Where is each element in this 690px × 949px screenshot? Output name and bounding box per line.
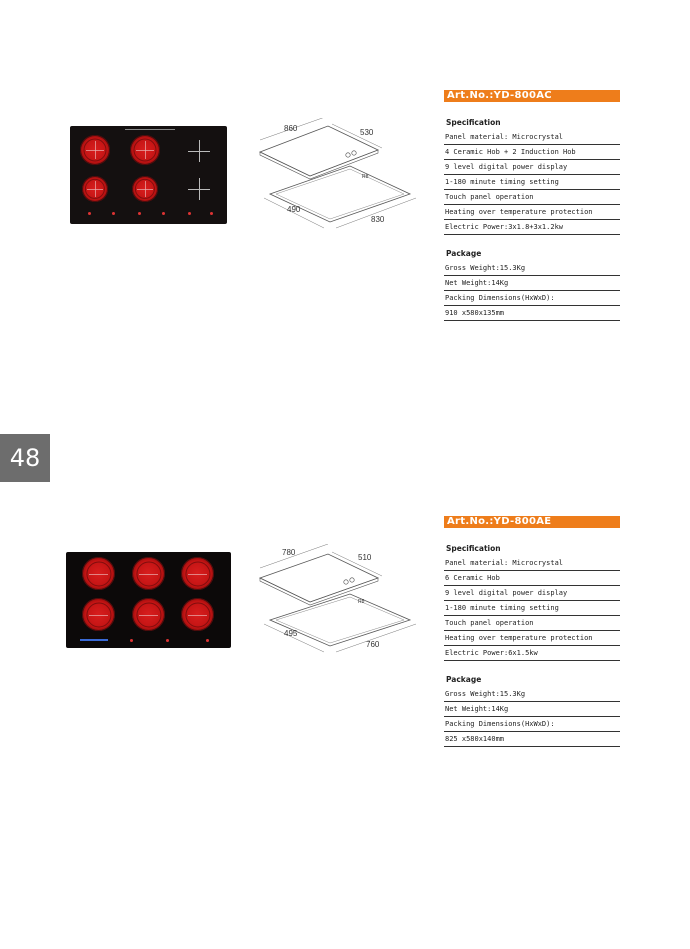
article-number: Art.No.:YD-800AC bbox=[444, 90, 620, 102]
dim-top-depth: 510 bbox=[358, 553, 372, 562]
spec-row: 1-180 minute timing setting bbox=[444, 601, 620, 616]
ceramic-burner bbox=[80, 135, 110, 165]
spec-panel-yd800ae bbox=[444, 516, 620, 747]
dim-corner: R8 bbox=[362, 174, 369, 180]
spec-panel-yd800ac bbox=[444, 90, 620, 321]
package-row: Gross Weight:15.3Kg bbox=[444, 687, 620, 702]
package-row: 910 x580x135mm bbox=[444, 306, 620, 321]
package-row: Net Weight:14Kg bbox=[444, 276, 620, 291]
control-indicator bbox=[210, 212, 213, 215]
ceramic-burner bbox=[82, 557, 115, 590]
package-heading: Package bbox=[446, 249, 482, 258]
dim-top-width: 780 bbox=[282, 548, 296, 557]
induction-zone-marker bbox=[188, 140, 210, 162]
control-indicator bbox=[88, 212, 91, 215]
induction-zone-marker bbox=[188, 178, 210, 200]
specification-heading: Specification bbox=[446, 118, 501, 127]
dim-top-width: 860 bbox=[284, 124, 298, 133]
spec-row: 6 Ceramic Hob bbox=[444, 571, 620, 586]
dim-cut-width: 760 bbox=[366, 640, 380, 649]
package-row: Packing Dimensions(HxWxD): bbox=[444, 717, 620, 732]
ceramic-burner bbox=[181, 598, 214, 631]
package-row: Packing Dimensions(HxWxD): bbox=[444, 291, 620, 306]
control-strip bbox=[125, 129, 175, 130]
spec-row: Panel material: Microcrystal bbox=[444, 130, 620, 145]
spec-row: 4 Ceramic Hob + 2 Induction Hob bbox=[444, 145, 620, 160]
hob-photo-yd800ae bbox=[66, 552, 231, 648]
package-row: Net Weight:14Kg bbox=[444, 702, 620, 717]
page-number-tab: 48 bbox=[0, 434, 50, 482]
control-indicator bbox=[138, 212, 141, 215]
ceramic-burner bbox=[82, 176, 108, 202]
spec-row: Panel material: Microcrystal bbox=[444, 556, 620, 571]
spec-row: Touch panel operation bbox=[444, 190, 620, 205]
dim-cut-depth: 490 bbox=[287, 205, 301, 214]
control-indicator bbox=[112, 212, 115, 215]
spec-row: 9 level digital power display bbox=[444, 586, 620, 601]
spec-row: Heating over temperature protection bbox=[444, 205, 620, 220]
ceramic-burner bbox=[132, 598, 165, 631]
dimension-diagram-yd800ae bbox=[250, 544, 420, 659]
package-heading: Package bbox=[446, 675, 482, 684]
package-row: Gross Weight:15.3Kg bbox=[444, 261, 620, 276]
dim-cut-width: 830 bbox=[371, 215, 385, 224]
dim-top-depth: 530 bbox=[360, 128, 374, 137]
spec-row: Electric Power:6x1.5kw bbox=[444, 646, 620, 661]
article-number: Art.No.:YD-800AE bbox=[444, 516, 620, 528]
dim-cut-depth: 495 bbox=[284, 629, 298, 638]
control-indicator bbox=[162, 212, 165, 215]
control-strip bbox=[80, 639, 108, 641]
control-indicator bbox=[130, 639, 133, 642]
hob-photo-yd800ac bbox=[70, 126, 227, 224]
dimension-diagram-yd800ac bbox=[250, 118, 420, 233]
spec-row: 1-180 minute timing setting bbox=[444, 175, 620, 190]
spec-row: 9 level digital power display bbox=[444, 160, 620, 175]
dim-corner: R8 bbox=[358, 599, 365, 605]
spec-row: Heating over temperature protection bbox=[444, 631, 620, 646]
ceramic-burner bbox=[130, 135, 160, 165]
spec-row: Electric Power:3x1.8+3x1.2kw bbox=[444, 220, 620, 235]
ceramic-burner bbox=[132, 176, 158, 202]
control-indicator bbox=[166, 639, 169, 642]
package-row: 825 x580x140mm bbox=[444, 732, 620, 747]
control-indicator bbox=[188, 212, 191, 215]
control-indicator bbox=[206, 639, 209, 642]
ceramic-burner bbox=[132, 557, 165, 590]
specification-heading: Specification bbox=[446, 544, 501, 553]
ceramic-burner bbox=[82, 598, 115, 631]
spec-row: Touch panel operation bbox=[444, 616, 620, 631]
ceramic-burner bbox=[181, 557, 214, 590]
